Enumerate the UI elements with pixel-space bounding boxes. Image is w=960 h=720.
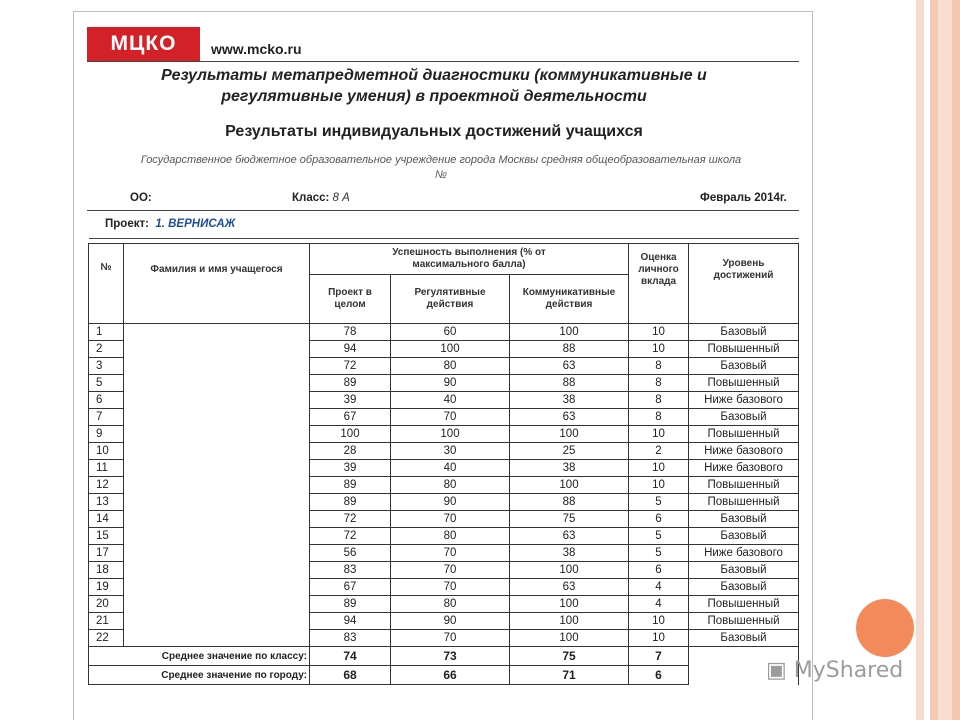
report-date: Февраль 2014г.	[700, 192, 787, 204]
school-name	[88, 153, 794, 183]
student-name-redacted	[124, 358, 310, 375]
project-score: 78	[310, 324, 391, 341]
student-name-redacted	[124, 494, 310, 511]
project-score: 67	[310, 579, 391, 596]
row-number: 17	[89, 545, 124, 562]
communicative-score: 88	[510, 375, 629, 392]
student-name-redacted	[124, 613, 310, 630]
student-name-redacted	[124, 392, 310, 409]
personal-score: 8	[629, 409, 689, 426]
school-line1: Государственное бюджетное образовательное учреждение города Москвы средняя общеобразовательная школа	[140, 154, 742, 166]
communicative-score: 63	[510, 358, 629, 375]
personal-score: 10	[629, 477, 689, 494]
city-avg-personal: 6	[629, 666, 689, 685]
row-number: 2	[89, 341, 124, 358]
row-number: 12	[89, 477, 124, 494]
regulative-score: 70	[391, 579, 510, 596]
personal-score: 10	[629, 341, 689, 358]
table-row	[89, 358, 799, 375]
communicative-score: 100	[510, 630, 629, 647]
row-number: 7	[89, 409, 124, 426]
achievement-level: Базовый	[689, 579, 799, 596]
table-row	[89, 528, 799, 545]
class-value: 8 А	[332, 192, 350, 204]
project-score: 28	[310, 443, 391, 460]
table-row	[89, 511, 799, 528]
results-table	[88, 243, 799, 685]
row-number: 3	[89, 358, 124, 375]
communicative-score: 100	[510, 562, 629, 579]
header-personal: Оценка личного вклада	[629, 244, 689, 324]
regulative-score: 70	[391, 630, 510, 647]
achievement-level: Ниже базового	[689, 545, 799, 562]
regulative-score: 80	[391, 528, 510, 545]
results-table-wrap	[88, 243, 799, 685]
project-score: 89	[310, 375, 391, 392]
personal-score: 10	[629, 630, 689, 647]
project-score: 94	[310, 341, 391, 358]
communicative-score: 100	[510, 596, 629, 613]
communicative-score: 100	[510, 613, 629, 630]
personal-score: 8	[629, 358, 689, 375]
regulative-score: 90	[391, 494, 510, 511]
student-name-redacted	[124, 341, 310, 358]
communicative-score: 100	[510, 477, 629, 494]
personal-score: 2	[629, 443, 689, 460]
achievement-level: Повышенный	[689, 613, 799, 630]
achievement-level: Повышенный	[689, 341, 799, 358]
header-rule	[87, 61, 799, 62]
achievement-level: Базовый	[689, 358, 799, 375]
table-row	[89, 613, 799, 630]
communicative-score: 38	[510, 460, 629, 477]
decor-stripe	[916, 0, 924, 720]
table-row	[89, 426, 799, 443]
table-row	[89, 494, 799, 511]
achievement-level: Базовый	[689, 562, 799, 579]
row-number: 10	[89, 443, 124, 460]
school-line2: №	[435, 169, 447, 181]
row-number: 9	[89, 426, 124, 443]
meta-rule	[87, 210, 799, 211]
student-name-redacted	[124, 460, 310, 477]
achievement-level: Повышенный	[689, 596, 799, 613]
student-name-redacted	[124, 545, 310, 562]
communicative-score: 63	[510, 579, 629, 596]
class-average-row	[89, 647, 799, 666]
student-name-redacted	[124, 511, 310, 528]
personal-score: 5	[629, 494, 689, 511]
regulative-score: 80	[391, 596, 510, 613]
class-avg-project: 74	[310, 647, 391, 666]
project-label: Проект:	[105, 218, 149, 230]
student-name-redacted	[124, 443, 310, 460]
project-score: 83	[310, 630, 391, 647]
student-name-redacted	[124, 375, 310, 392]
student-name-redacted	[124, 409, 310, 426]
header-num: №	[89, 244, 124, 324]
project-value: 1. ВЕРНИСАЖ	[155, 218, 236, 230]
row-number: 20	[89, 596, 124, 613]
communicative-score: 100	[510, 324, 629, 341]
achievement-level: Повышенный	[689, 426, 799, 443]
myshared-watermark: ▣ MyShared	[766, 658, 904, 683]
achievement-level: Базовый	[689, 630, 799, 647]
class-avg-regulative: 73	[391, 647, 510, 666]
regulative-score: 90	[391, 613, 510, 630]
oo-label: ОО:	[130, 192, 152, 204]
project-score: 83	[310, 562, 391, 579]
personal-score: 5	[629, 545, 689, 562]
personal-score: 6	[629, 562, 689, 579]
table-row	[89, 630, 799, 647]
personal-score: 4	[629, 579, 689, 596]
regulative-score: 30	[391, 443, 510, 460]
communicative-score: 100	[510, 426, 629, 443]
student-name-redacted	[124, 528, 310, 545]
project-score: 39	[310, 460, 391, 477]
project-rule	[89, 238, 799, 239]
project-score: 89	[310, 477, 391, 494]
achievement-level: Повышенный	[689, 494, 799, 511]
achievement-level: Базовый	[689, 324, 799, 341]
achievement-level: Базовый	[689, 409, 799, 426]
project-score: 67	[310, 409, 391, 426]
city-avg-communicative: 71	[510, 666, 629, 685]
personal-score: 8	[629, 375, 689, 392]
regulative-score: 80	[391, 358, 510, 375]
communicative-score: 88	[510, 494, 629, 511]
regulative-score: 70	[391, 545, 510, 562]
student-name-redacted	[124, 596, 310, 613]
class-avg-communicative: 75	[510, 647, 629, 666]
table-row	[89, 460, 799, 477]
student-name-redacted	[124, 579, 310, 596]
row-number: 19	[89, 579, 124, 596]
table-row	[89, 477, 799, 494]
personal-score: 4	[629, 596, 689, 613]
table-row	[89, 443, 799, 460]
table-row	[89, 409, 799, 426]
achievement-level: Ниже базового	[689, 392, 799, 409]
table-row	[89, 562, 799, 579]
decor-stripe	[938, 0, 952, 720]
student-name-redacted	[124, 630, 310, 647]
student-name-redacted	[124, 477, 310, 494]
student-name-redacted	[124, 324, 310, 341]
table-row	[89, 375, 799, 392]
project-score: 72	[310, 528, 391, 545]
table-row	[89, 341, 799, 358]
personal-score: 5	[629, 528, 689, 545]
project-score: 89	[310, 494, 391, 511]
header-success: Успешность выполнения (% от максимального балла)	[310, 244, 629, 275]
student-name-redacted	[124, 562, 310, 579]
project-score: 56	[310, 545, 391, 562]
row-number: 6	[89, 392, 124, 409]
personal-score: 10	[629, 426, 689, 443]
communicative-score: 63	[510, 409, 629, 426]
table-row	[89, 392, 799, 409]
row-number: 15	[89, 528, 124, 545]
averages	[89, 647, 799, 685]
table-row	[89, 324, 799, 341]
header-level: Уровень достижений	[689, 244, 799, 324]
regulative-score: 70	[391, 511, 510, 528]
student-name-redacted	[124, 426, 310, 443]
project-score: 100	[310, 426, 391, 443]
mcko-logo: МЦКО	[87, 27, 200, 61]
row-number: 5	[89, 375, 124, 392]
class-info	[292, 192, 350, 204]
regulative-score: 70	[391, 409, 510, 426]
header-name: Фамилия и имя учащегося	[124, 244, 310, 324]
communicative-score: 38	[510, 392, 629, 409]
row-number: 13	[89, 494, 124, 511]
project-score: 94	[310, 613, 391, 630]
communicative-score: 75	[510, 511, 629, 528]
personal-score: 6	[629, 511, 689, 528]
personal-score: 10	[629, 324, 689, 341]
table-row	[89, 596, 799, 613]
personal-score: 10	[629, 613, 689, 630]
row-number: 14	[89, 511, 124, 528]
class-label: Класс:	[292, 192, 330, 204]
regulative-score: 100	[391, 341, 510, 358]
project-info	[105, 218, 235, 230]
watermark-text: MyShared	[793, 658, 904, 683]
achievement-level: Базовый	[689, 511, 799, 528]
regulative-score: 60	[391, 324, 510, 341]
decor-circle	[856, 599, 914, 657]
header-communicative: Коммуникативные действия	[510, 275, 629, 324]
row-number: 1	[89, 324, 124, 341]
site-url: www.mcko.ru	[211, 41, 302, 57]
achievement-level: Повышенный	[689, 375, 799, 392]
communicative-score: 63	[510, 528, 629, 545]
regulative-score: 100	[391, 426, 510, 443]
communicative-score: 88	[510, 341, 629, 358]
table-row	[89, 579, 799, 596]
row-number: 11	[89, 460, 124, 477]
city-average-label: Среднее значение по городу:	[89, 666, 310, 685]
achievement-level: Базовый	[689, 528, 799, 545]
report-title	[94, 65, 774, 107]
table-row	[89, 545, 799, 562]
project-score: 72	[310, 358, 391, 375]
regulative-score: 70	[391, 562, 510, 579]
project-score: 89	[310, 596, 391, 613]
row-number: 22	[89, 630, 124, 647]
results-body	[89, 324, 799, 647]
header-project: Проект в целом	[310, 275, 391, 324]
city-avg-project: 68	[310, 666, 391, 685]
personal-score: 8	[629, 392, 689, 409]
regulative-score: 40	[391, 460, 510, 477]
regulative-score: 90	[391, 375, 510, 392]
row-number: 21	[89, 613, 124, 630]
project-score: 39	[310, 392, 391, 409]
regulative-score: 40	[391, 392, 510, 409]
city-avg-regulative: 66	[391, 666, 510, 685]
report-title-line1: Результаты метапредметной диагностики (коммуникативные и	[161, 67, 707, 84]
achievement-level: Ниже базового	[689, 443, 799, 460]
row-number: 18	[89, 562, 124, 579]
header-regulative: Регулятивные действия	[391, 275, 510, 324]
class-avg-personal: 7	[629, 647, 689, 666]
class-average-label: Среднее значение по классу:	[89, 647, 310, 666]
regulative-score: 80	[391, 477, 510, 494]
achievement-level: Повышенный	[689, 477, 799, 494]
communicative-score: 38	[510, 545, 629, 562]
report-title-line2: регулятивные умения) в проектной деятельности	[221, 88, 647, 105]
communicative-score: 25	[510, 443, 629, 460]
project-score: 72	[310, 511, 391, 528]
report-subtitle: Результаты индивидуальных достижений учащихся	[225, 123, 643, 140]
personal-score: 10	[629, 460, 689, 477]
achievement-level: Ниже базового	[689, 460, 799, 477]
